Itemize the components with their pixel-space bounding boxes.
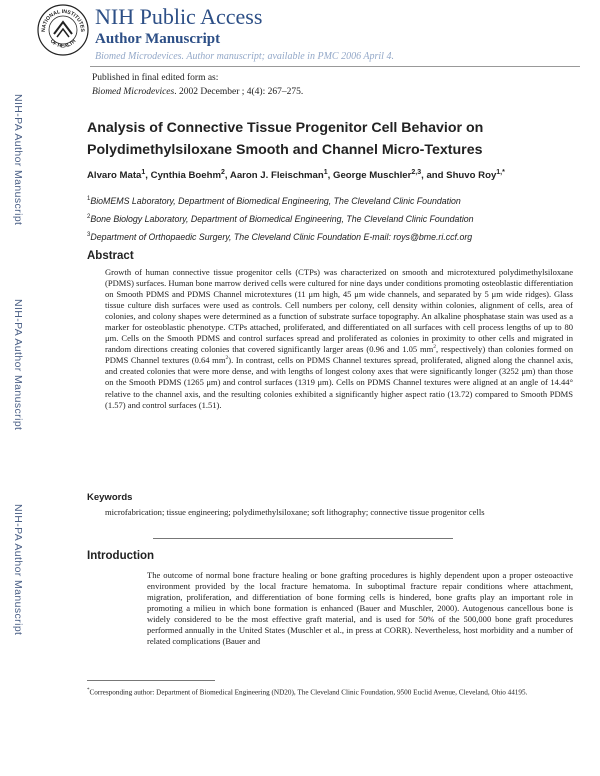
side-label-top: NIH-PA Author Manuscript [12, 94, 24, 226]
side-label-bottom: NIH-PA Author Manuscript [12, 504, 24, 636]
keywords-body: microfabrication; tissue engineering; polydimethylsiloxane; soft lithography; connective tissue progenitor cells [105, 507, 485, 517]
author-affiliation-mark: 2,3 [411, 169, 422, 176]
author-name: George Muschler [333, 170, 412, 182]
citation-details: . 2002 December ; 4(4): 267–275. [174, 87, 304, 97]
affiliation-3: $^3$Department of Orthopaedic Surgery, The Cleveland Clinic Foundation E-mail: roys@bme.ri.ccf.org [87, 231, 473, 242]
article-title: Analysis of Connective Tissue Progenitor Cell Behavior on Polydimethylsiloxane Smooth and Channel Micro-Textures [87, 120, 484, 158]
author-affiliation-mark: 1,* [496, 169, 505, 176]
logo-text-top: NATIONAL INSTITUTES [40, 8, 86, 33]
header-title: NIH Public Access [95, 4, 263, 29]
abstract-body: Growth of human connective tissue progenitor cells (CTPs) was characterized on smooth and microtextured polydimethylsiloxane (PDMS) surfaces. Human bone marrow derived cells were cultured for nine days under conditions promoting osteoblastic differentiation on Smooth PDMS and PDMS Channel microtextures (11 μm high, 45 μm wide channels, and separated by 5 μm wide ridges). Glass tissue culture dish surfaces were used as controls. Cell numbers per colony, cell density within colonies, alignment of cells, area of colonies, and colony shapes were determined as a function of substrate surface topography. An alkaline phosphatase stain was used as a marker for osteoblastic phenotype. CTPs attached, proliferated, and differentiated on all surfaces with cell process lengths of up to 80 μm. Cells on the Smooth PDMS and control surfaces spread and proliferated as colonies in proximity to other cells and migrated in random directions creating colonies that covered significantly larger areas (0.96 and 1.05 $mm^2$, respectively) than colonies formed on PDMS Channel textures (0.64 $mm^2$). In contrast, cells on PDMS Channel textures spread, proliferated, aligned along the channel axis, and created colonies that were more dense, and with lengths of longest colony axes that were significantly longer (3252 μm) than those on the Smooth PDMS (1265 μm) and control surfaces (1319 μm). Cells on PDMS Channel textures were aligned at an angle of 14.44° relative to the channel axis, and the resulting colonies exhibited a significantly higher aspect ratio (13.72) compared to Smooth PDMS (1.57) and control surfaces (1.51). [105, 267, 574, 410]
author-name: Aaron J. Fleischman [229, 170, 324, 182]
logo-text-bottom: OF HEALTH [48, 38, 78, 50]
availability-note: Biomed Microdevices. Author manuscript; available in PMC 2006 April 4. [95, 51, 394, 62]
author-name: Shuvo Roy [446, 170, 497, 182]
author-affiliation-mark: 1 [141, 169, 146, 176]
header-divider [90, 66, 580, 67]
author-affiliation-mark: 2 [221, 169, 225, 176]
author-name: Alvaro Mata [87, 170, 142, 182]
citation [92, 86, 303, 98]
header-subtitle: Author Manuscript [95, 31, 221, 47]
footnote-divider [87, 680, 215, 681]
author-list: Alvaro Mata$^1$, Cynthia Boehm$^2$, Aaron J. Fleischman$^1$, George Muschler$^{2,3}$, and Shuvo Roy$^{1,*}$ [87, 169, 505, 182]
author-name: Cynthia Boehm [150, 170, 222, 182]
affiliation-1: $^1$BioMEMS Laboratory, Department of Biomedical Engineering, The Cleveland Clinic Foundation [87, 195, 461, 206]
introduction-body: The outcome of normal bone fracture healing or bone grafting procedures is highly dependent upon a proper osteoactive environment provided by the local fracture hematoma. In suboptimal fracture repair conditions where attachment, migration, proliferation, and differentiation of bone forming cells is hindered, bone grafts play an important role in promoting a milieu in which bone formation is enhanced (Bauer and Muschler, 2000). Autogenous cancellous bone is widely considered to be the most effective graft material, and is used for 50% of the 500,000 bone graft procedures performed annually in the United States (Muschler et al., in press at CORR). Nevertheless, host morbidity and a number of related complications (Bauer and [147, 570, 573, 647]
keywords-divider [153, 538, 453, 539]
keywords-heading: Keywords [87, 492, 133, 503]
published-label: Published in final edited form as: [92, 73, 219, 83]
journal-name: Biomed Microdevices [92, 87, 175, 97]
author-affiliation-mark: 1 [323, 169, 328, 176]
introduction-heading: Introduction [87, 550, 155, 562]
svg-text:OF HEALTH [49, 38, 78, 49]
nih-seal-logo [37, 4, 89, 56]
abstract-heading: Abstract [87, 250, 134, 262]
side-label-middle: NIH-PA Author Manuscript [12, 299, 24, 431]
affiliation-2: $^2$Bone Biology Laboratory, Department of Biomedical Engineering, The Cleveland Clinic Foundation [87, 213, 474, 224]
footnote: *Corresponding author: Department of Biomedical Engineering (ND20), The Cleveland Clinic Foundation, 9500 Euclid Avenue, Cleveland, Ohio 44195. [87, 688, 528, 697]
